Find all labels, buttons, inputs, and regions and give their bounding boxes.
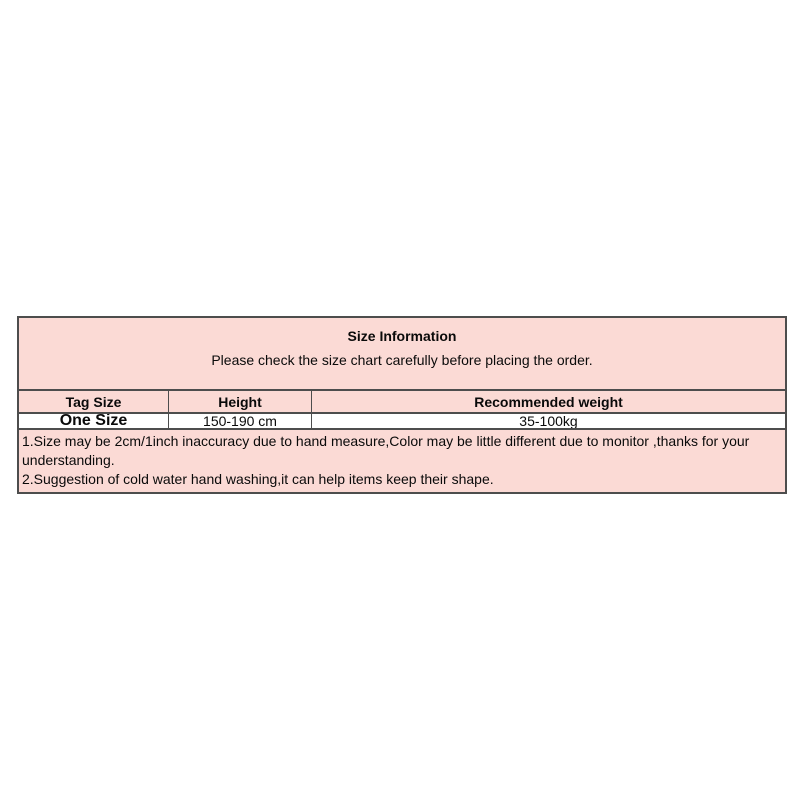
cell-tag-size: One Size bbox=[19, 414, 169, 428]
note-measure-disclaimer: 1.Size may be 2cm/1inch inaccuracy due to hand measure,Color may be little different due to monitor ,thanks for your understanding. bbox=[22, 433, 750, 468]
size-chart-notes bbox=[19, 430, 785, 492]
column-header-tag-size: Tag Size bbox=[19, 391, 169, 412]
size-chart-subtitle: Please check the size chart carefully before placing the order. bbox=[211, 352, 593, 368]
size-chart-header bbox=[19, 318, 785, 389]
table-row bbox=[19, 412, 785, 430]
cell-height: 150-190 cm bbox=[169, 414, 312, 428]
column-header-recommended-weight: Recommended weight bbox=[474, 393, 623, 410]
size-chart-table bbox=[17, 316, 787, 494]
note-washing-suggestion: 2.Suggestion of cold water hand washing,it can help items keep their shape. bbox=[22, 471, 494, 487]
table-header-row bbox=[19, 389, 785, 412]
cell-recommended-weight: 35-100kg bbox=[519, 414, 578, 428]
size-chart-title: Size Information bbox=[347, 328, 457, 344]
column-header-height: Height bbox=[169, 391, 312, 412]
